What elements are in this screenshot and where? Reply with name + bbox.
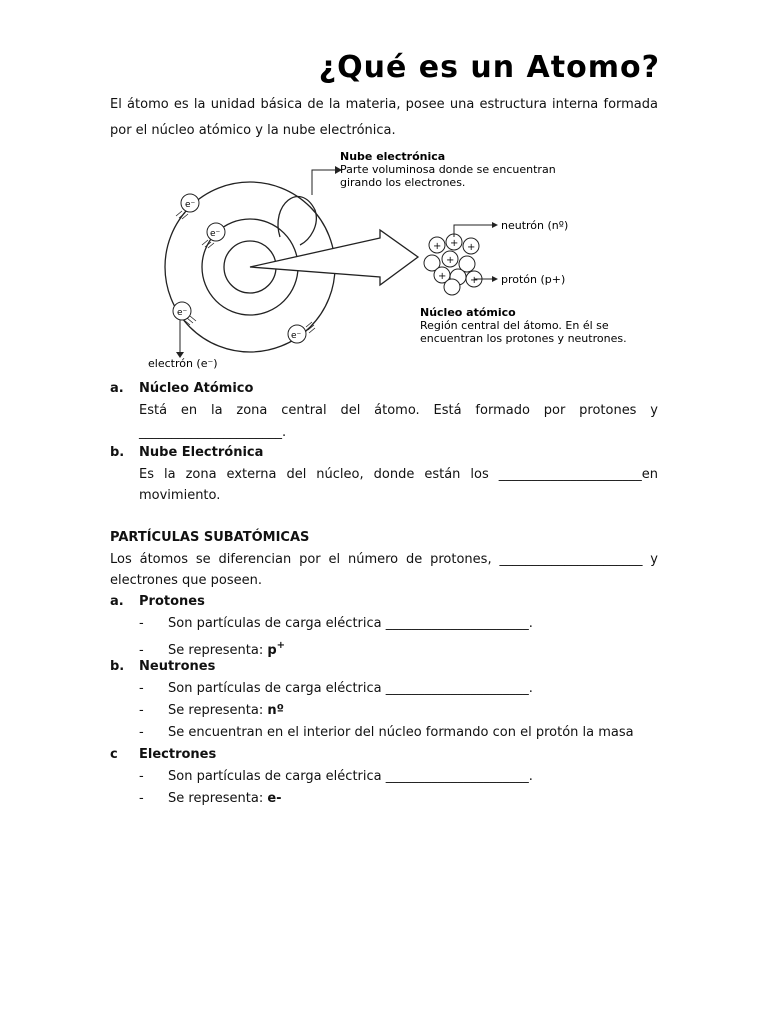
electron-mark-4 [288, 322, 315, 343]
proton-label: protón (p+) [501, 273, 566, 286]
protons-heading: Protones [139, 594, 205, 609]
neutrons-item-2: - Se representa: nº [139, 703, 284, 718]
svg-text:+: + [438, 271, 447, 282]
svg-text:+: + [467, 242, 476, 253]
section-a-line-1: Está en la zona central del átomo. Está formado por protones y [139, 403, 658, 418]
cloud-desc-2: girando los electrones. [340, 176, 466, 189]
svg-text:+: + [446, 255, 455, 266]
cloud-desc-1: Parte voluminosa donde se encuentran [340, 163, 556, 176]
neutrons-heading: Neutrones [139, 659, 216, 674]
subatomic-line-1: Los átomos se diferencian por el número de protones, ______________________ y [110, 552, 658, 567]
section-a-heading: Núcleo Atómico [139, 381, 254, 396]
intro-paragraph: El átomo es la unidad básica de la materia, posee una estructura interna formada por el núcleo atómico y la nube electrónica. [110, 97, 658, 138]
neutron-label: neutrón (nº) [501, 219, 569, 232]
electron-mark-2 [202, 223, 225, 248]
electron-mark-1 [176, 194, 199, 219]
subatomic-line-2: electrones que poseen. [110, 573, 262, 588]
neutrons-letter: b. [110, 659, 125, 674]
electrons-item-1: - Son partículas de carga eléctrica ______________________. [139, 769, 533, 784]
protons-letter: a. [110, 594, 124, 609]
cloud-bulge [278, 197, 316, 245]
svg-text:e⁻: e⁻ [210, 229, 221, 239]
section-b-letter: b. [110, 445, 125, 460]
electrons-heading: Electrones [139, 747, 217, 762]
nucleus-desc-1: Región central del átomo. En él se [420, 319, 609, 332]
nucleus-desc-2: encuentran los protones y neutrones. [420, 332, 627, 345]
cloud-title: Nube electrónica [340, 150, 446, 163]
svg-text:+: + [433, 241, 442, 252]
svg-text:+: + [470, 275, 479, 286]
atom-diagram [140, 145, 640, 375]
protons-item-1: - Son partículas de carga eléctrica ______________________. [139, 616, 533, 631]
section-a-line-2: ______________________. [139, 425, 287, 440]
electrons-item-2: - Se representa: e- [139, 791, 282, 806]
electrons-letter: c [110, 747, 118, 762]
section-b-line-2: movimiento. [139, 488, 221, 503]
protons-item-2: - Se representa: p+ [139, 640, 286, 658]
nucleus-title: Núcleo atómico [420, 306, 516, 319]
section-b-line-1: Es la zona externa del núcleo, donde están los ______________________en [139, 467, 658, 482]
cloud-pointer-arrow [312, 170, 335, 195]
neutron-pointer [454, 225, 492, 237]
subatomic-heading: PARTÍCULAS SUBATÓMICAS [110, 530, 310, 545]
page-title: ¿Qué es un Atomo? [318, 50, 660, 85]
electron-label: electrón (e⁻) [148, 357, 218, 370]
neutrons-item-3: - Se encuentran en el interior del núcleo formando con el protón la masa [139, 725, 634, 740]
neutrons-item-1: - Son partículas de carga eléctrica ______________________. [139, 681, 533, 696]
svg-text:e⁻: e⁻ [177, 308, 188, 318]
svg-text:+: + [450, 238, 459, 249]
section-a-letter: a. [110, 381, 124, 396]
svg-text:e⁻: e⁻ [291, 331, 302, 341]
svg-text:e⁻: e⁻ [185, 200, 196, 210]
section-b-heading: Nube Electrónica [139, 445, 264, 460]
